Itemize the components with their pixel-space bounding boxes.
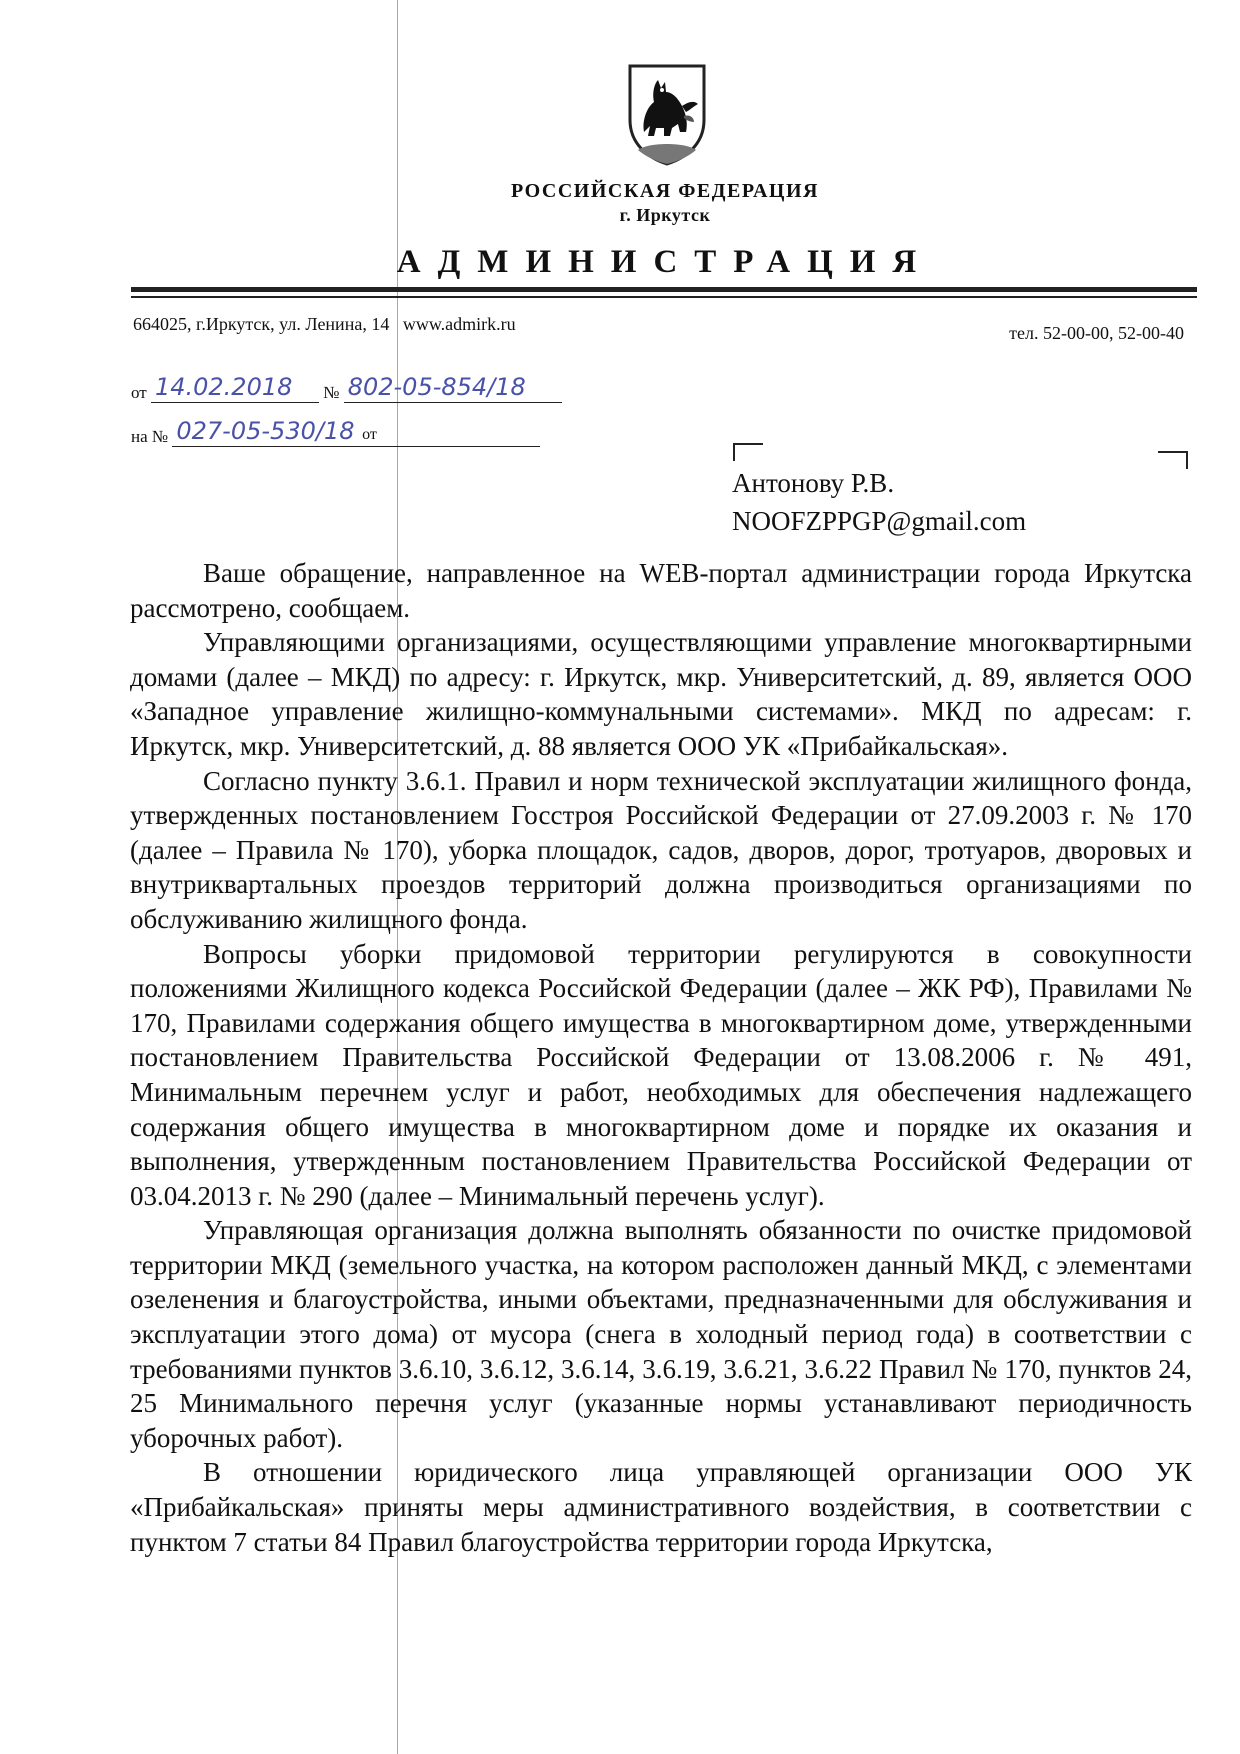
reply-reference: [131, 418, 540, 447]
letterhead-divider-thin: [131, 296, 1197, 298]
letterhead-phone: тел. 52-00-00, 52-00-40: [1009, 323, 1184, 343]
letterhead-address: 664025, г.Иркутск, ул. Ленина, 14 www.admirk.ru: [133, 314, 516, 334]
letter-body: [130, 556, 1192, 1559]
letterhead-organization: АДМИНИСТРАЦИЯ: [396, 244, 934, 280]
address-corner-mark-left: [733, 443, 763, 461]
number-label: №: [323, 383, 340, 402]
body-paragraph: Согласно пункту 3.6.1. Правил и норм технической эксплуатации жилищного фонда, утвержденных постановлением Госстроя Российской Федерации от 27.09.2003 г. № 170 (далее – Правила № 170), уборка площадок, садов, дворов, дорог, тротуаров, дворовых и внутриквартальных проездов территорий должна производиться организациями по обслуживанию жилищного фонда.: [130, 765, 1192, 934]
recipient-block: [732, 464, 1026, 540]
body-paragraph: Ваше обращение, направленное на WEB-портал администрации города Иркутска рассмотрено, сообщаем.: [130, 558, 1192, 623]
date-field: 14.02.2018: [151, 374, 319, 403]
body-paragraph: Управляющими организациями, осуществляющими управление многоквартирными домами (далее – МКД) по адресу: г. Иркутск, мкр. Университетский, д. 89, является ООО «Западное управление жилищно-коммунальными системами». МКД по адресам: г. Иркутск, мкр. Университетский, д. 88 является ООО УК «Прибайкальская».: [130, 627, 1192, 761]
body-paragraph: В отношении юридического лица управляющей организации ООО УК «Прибайкальская» приняты меры административного воздействия, в соответствии с пунктом 7 статьи 84 Правил благоустройства территории города Иркутска,: [130, 1457, 1192, 1557]
address-corner-mark-right: [1158, 451, 1188, 469]
recipient-email: NOOFZPPGP@gmail.com: [732, 506, 1027, 536]
outgoing-reference: [131, 374, 562, 403]
letterhead-country: РОССИЙСКАЯ ФЕДЕРАЦИЯ: [510, 180, 819, 202]
recipient-name: Антонову Р.В.: [732, 468, 895, 498]
letterhead-divider-thick: [131, 287, 1197, 292]
coat-of-arms-icon: [624, 62, 710, 168]
body-paragraph: Управляющая организация должна выполнять обязанности по очистке придомовой территории МКД (земельного участка, на котором расположен данный МКД, с элементами озеленения и благоустройства, иными объектами, предназначенными для обслуживания и эксплуатации этого дома) от мусора (снега в холодный период года) в соответствии с требованиями пунктов 3.6.10, 3.6.12, 3.6.14, 3.6.19, 3.6.21, 3.6.22 Правил № 170, пунктов 24, 25 Минимального перечня услуг (указанные нормы устанавливают периодичность уборочных работ).: [130, 1215, 1192, 1453]
reply-field: [172, 418, 540, 447]
letterhead-city: г. Иркутск: [619, 205, 711, 225]
body-paragraph: Вопросы уборки придомовой территории регулируются в совокупности положениями Жилищного кодекса Российской Федерации (далее – ЖК РФ), Правилами № 170, Правилами содержания общего имущества в многоквартирном доме, утвержденными постановлением Правительства Российской Федерации от 13.08.2006 г. № 491, Минимальным перечнем услуг и работ, необходимых для обеспечения надлежащего содержания общего имущества в многоквартирном доме и порядке их оказания и выполнения, утвержденным постановлением Правительства Российской Федерации от 03.04.2013 г. № 290 (далее – Минимальный перечень услуг).: [130, 938, 1192, 1211]
reply-from-label: от: [362, 426, 377, 443]
number-field: 802-05-854/18: [344, 374, 562, 403]
reply-label: на №: [131, 427, 169, 446]
date-label: от: [131, 383, 147, 402]
reply-number: 027-05-530/18: [176, 418, 355, 445]
